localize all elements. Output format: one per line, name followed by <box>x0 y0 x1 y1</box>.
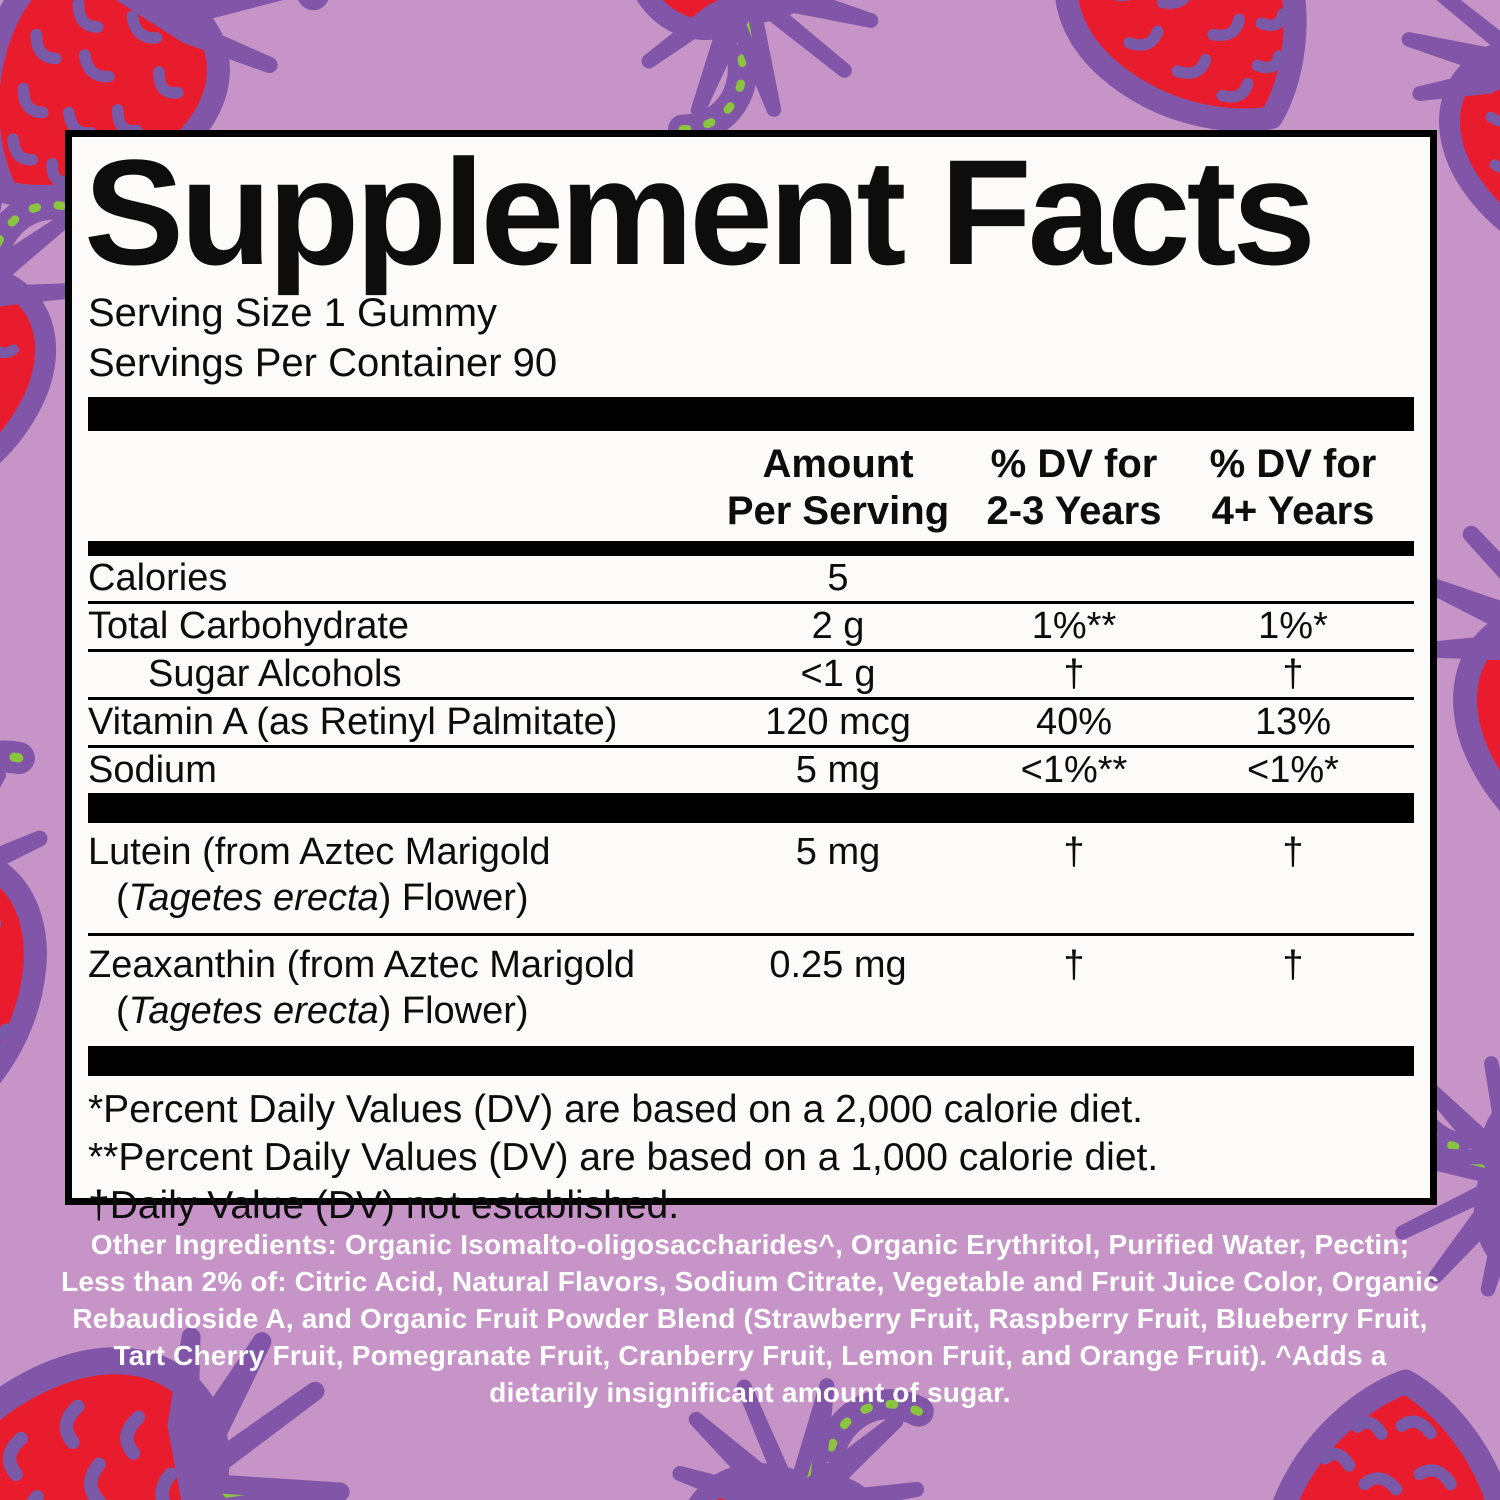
table-row-sodium <box>88 748 1414 793</box>
species-name: Tagetes erecta <box>128 990 379 1032</box>
table-row-total-carbohydrate <box>88 604 1414 652</box>
nutrient-name-block <box>88 942 708 1034</box>
other-ingredients-text: Other Ingredients: Organic Isomalto-oligosaccharides^, Organic Erythritol, Purified Water, Pectin; Less than 2% of: Citric Acid, Natural Flavors, Sodium Citrate, Vegetable and Fruit Juice Color, Organic Rebaudioside A, and Organic Fruit Powder Blend (Strawberry Fruit, Raspberry Fruit, Blueberry Fruit, Tart Cherry Fruit, Pomegranate Fruit, Cranberry Fruit, Lemon Fruit, and Orange Fruit). ^Adds a dietarily insignificant amount of sugar. <box>61 1229 1439 1408</box>
nutrient-dv23: † <box>1063 653 1085 695</box>
divider-bar-middle <box>88 793 1414 823</box>
nutrient-amount: 0.25 mg <box>769 944 907 986</box>
species-post: ) Flower) <box>378 990 529 1032</box>
nutrient-name: Lutein (from Aztec Marigold <box>88 831 551 873</box>
supplement-facts-panel <box>65 128 1437 1227</box>
header-dv23-line2: 2-3 Years <box>986 489 1162 533</box>
nutrient-dv23: 1%** <box>1031 605 1117 647</box>
nutrient-dv4: 13% <box>1254 701 1332 743</box>
nutrient-name: Sugar Alcohols <box>148 653 402 695</box>
nutrient-amount: <1 g <box>800 653 876 695</box>
species-pre: ( <box>116 877 129 919</box>
table-row-calories <box>88 556 1414 604</box>
nutrient-dv23: <1%** <box>1020 749 1128 791</box>
header-dv23-line1: % DV for <box>990 442 1158 486</box>
nutrient-dv23: † <box>1063 944 1085 986</box>
table-row-lutein <box>88 823 1414 936</box>
header-amount-per-serving <box>708 441 968 535</box>
nutrient-name: Sodium <box>88 749 217 791</box>
nutrient-dv23: † <box>1063 831 1085 873</box>
header-spacer <box>88 441 708 535</box>
nutrient-dv23 <box>968 556 1180 601</box>
species-pre: ( <box>116 990 129 1032</box>
nutrient-name-block <box>88 829 708 921</box>
serving-size: Serving Size 1 Gummy <box>88 291 498 335</box>
nutrient-dv4: 1%* <box>1258 605 1328 647</box>
nutrient-dv4: † <box>1282 944 1304 986</box>
servings-per-container: Servings Per Container 90 <box>88 341 558 385</box>
nutrient-species-line <box>88 875 708 921</box>
header-dv-2-3-years <box>968 441 1180 535</box>
nutrient-amount: 120 mcg <box>765 701 911 743</box>
nutrient-species-line <box>88 988 708 1034</box>
footnotes <box>88 1076 1414 1230</box>
footnote-dv-not-established: †Daily Value (DV) not established. <box>88 1184 680 1227</box>
header-dv4-line2: 4+ Years <box>1211 489 1375 533</box>
nutrient-dv23: 40% <box>1035 701 1113 743</box>
nutrient-dv4: <1%* <box>1247 749 1339 791</box>
table-row-zeaxanthin <box>88 936 1414 1046</box>
nutrient-name: Zeaxanthin (from Aztec Marigold <box>88 944 636 986</box>
header-dv4-line1: % DV for <box>1209 442 1377 486</box>
nutrient-name: Vitamin A (as Retinyl Palmitate) <box>88 701 618 743</box>
table-row-vitamin-a <box>88 700 1414 748</box>
footnote-2000-calorie: *Percent Daily Values (DV) are based on a 2,000 calorie diet. <box>88 1088 1144 1131</box>
divider-bar-bottom <box>88 1046 1414 1076</box>
header-amount-line1: Amount <box>762 442 914 486</box>
footnote-1000-calorie: **Percent Daily Values (DV) are based on a 1,000 calorie diet. <box>88 1136 1159 1179</box>
table-row-sugar-alcohols <box>88 652 1414 700</box>
header-amount-line2: Per Serving <box>726 489 950 533</box>
species-post: ) Flower) <box>378 877 529 919</box>
nutrient-dv4: † <box>1282 831 1304 873</box>
nutrient-amount: 5 mg <box>795 749 881 791</box>
nutrient-dv4 <box>1180 556 1406 601</box>
nutrient-name: Total Carbohydrate <box>88 605 410 647</box>
strawberry-icon <box>567 0 896 144</box>
nutrient-amount: 5 mg <box>795 831 881 873</box>
nutrient-amount: 2 g <box>811 605 865 647</box>
nutrient-amount: 5 <box>827 557 849 599</box>
panel-title: Supplement Facts <box>84 128 1312 296</box>
header-dv-4plus-years <box>1180 441 1406 535</box>
nutrient-name: Calories <box>88 557 228 599</box>
species-name: Tagetes erecta <box>128 877 379 919</box>
divider-bar-top <box>88 397 1414 431</box>
table-header-row <box>88 431 1414 541</box>
divider-bar-header <box>88 541 1414 556</box>
nutrient-dv4: † <box>1282 653 1304 695</box>
